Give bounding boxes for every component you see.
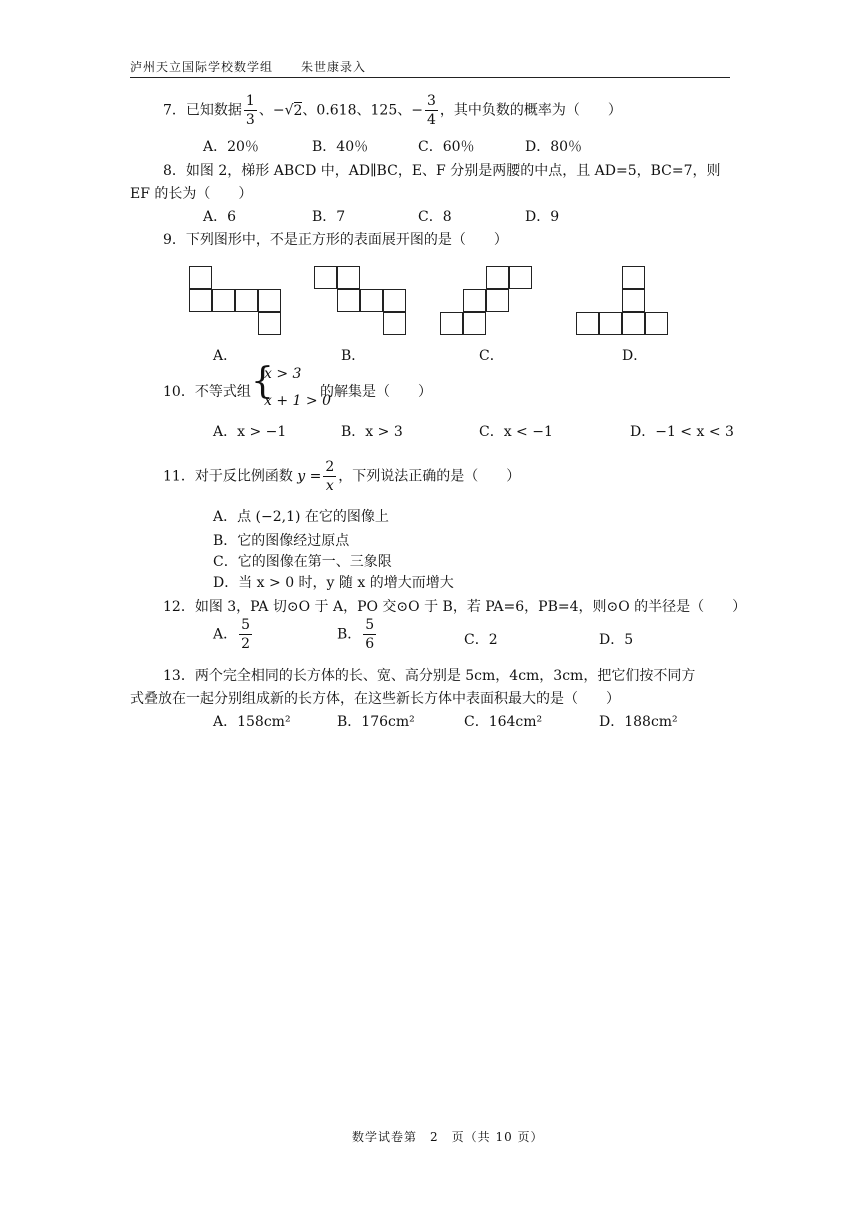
q13-option-b: B．176cm² bbox=[337, 714, 415, 730]
page-footer: 数学试卷第 2 页（共 10 页） bbox=[352, 1130, 544, 1144]
q11-number: 11．对于反比例函数 bbox=[163, 468, 298, 485]
q11-fd: x bbox=[325, 478, 334, 494]
q11-option-d: D．当 x > 0 时，y 随 x 的增大而增大 bbox=[213, 575, 454, 591]
header-school: 泸州天立国际学校数学组 bbox=[130, 60, 274, 74]
q13-option-a: A．158cm² bbox=[213, 714, 291, 730]
q7-option-d: D．80％ bbox=[525, 139, 583, 155]
q7-mid: 、0.618、125、− bbox=[302, 102, 423, 119]
question-11 bbox=[163, 460, 520, 493]
q7-f1-num: 1 bbox=[245, 93, 255, 109]
q12-a-label: A． bbox=[213, 626, 238, 643]
q12-a-frac bbox=[239, 618, 252, 651]
q12-option-a bbox=[213, 618, 254, 651]
q12-b-frac bbox=[363, 618, 376, 651]
q12-option-c: C．2 bbox=[464, 632, 498, 648]
page-header bbox=[130, 58, 366, 75]
q7-radicand: 2 bbox=[293, 102, 303, 119]
q13-option-d: D．188cm² bbox=[599, 714, 678, 730]
q7-lead: 已知数据 bbox=[185, 102, 242, 119]
q7-f2-num: 3 bbox=[426, 93, 436, 109]
q7-sqrt: √ bbox=[284, 102, 294, 119]
q11-fraction bbox=[323, 460, 336, 493]
q11-tail: ，下列说法正确的是（ ） bbox=[338, 468, 521, 485]
q7-option-b: B．40％ bbox=[312, 139, 369, 155]
q10-brace: { bbox=[251, 361, 274, 402]
q9-label-d: D． bbox=[622, 348, 648, 364]
q12-b-num: 5 bbox=[365, 617, 375, 633]
q7-sep: 、 bbox=[258, 102, 273, 119]
q10-option-c: C．x < −1 bbox=[479, 424, 553, 440]
q12-a-num: 5 bbox=[241, 617, 251, 633]
q11-option-a: A．点 (−2,1) 在它的图像上 bbox=[213, 509, 389, 525]
q11-option-b: B．它的图像经过原点 bbox=[213, 533, 350, 549]
q10-tail: 的解集是（ ） bbox=[320, 384, 432, 400]
q13-line-2: 式叠放在一起分别组成新的长方体，在这些新长方体中表面积最大的是（ ） bbox=[130, 691, 620, 707]
q13-line-1: 13．两个完全相同的长方体的长、宽、高分别是 5cm，4cm，3cm，把它们按不同方 bbox=[163, 668, 696, 684]
q7-option-c: C．60％ bbox=[418, 139, 475, 155]
q7-number: 7． bbox=[163, 102, 186, 119]
q8-line-2: EF 的长为（ ） bbox=[130, 186, 253, 202]
q10-row-2: x + 1 > 0 bbox=[264, 393, 331, 409]
q8-line-1: 8．如图 2，梯形 ABCD 中，AD∥BC，E、F 分别是两腰的中点，且 AD=5，BC=7，则 bbox=[163, 163, 721, 179]
q12-b-label: B． bbox=[337, 626, 362, 643]
q9-label-a: A． bbox=[213, 348, 238, 364]
q10-option-d: D．−1 < x < 3 bbox=[630, 424, 734, 440]
q12-text: 12．如图 3，PA 切⊙O 于 A，PO 交⊙O 于 B，若 PA=6，PB=4，则⊙O 的半径是（ ） bbox=[163, 599, 747, 615]
q10-num: 10．不等式组 bbox=[163, 384, 251, 400]
q7-neg: − bbox=[272, 102, 285, 119]
question-7 bbox=[163, 94, 622, 127]
q9-label-c: C． bbox=[479, 348, 504, 364]
q8-option-d: D．9 bbox=[525, 209, 560, 225]
q12-a-den: 2 bbox=[241, 636, 251, 652]
header-rule bbox=[130, 77, 730, 78]
header-author: 朱世康录入 bbox=[301, 60, 367, 74]
q7-f2-den: 4 bbox=[426, 112, 436, 128]
q7-tail: ，其中负数的概率为（ ） bbox=[439, 102, 622, 119]
q10-option-a: A．x > −1 bbox=[213, 424, 287, 440]
q12-b-den: 6 bbox=[365, 636, 375, 652]
q11-fn: 2 bbox=[325, 459, 335, 475]
q9-text: 9．下列图形中，不是正方形的表面展开图的是（ ） bbox=[163, 232, 508, 248]
q7-fraction-2 bbox=[425, 94, 438, 127]
q9-label-b: B． bbox=[341, 348, 366, 364]
q11-lhs: y = bbox=[297, 468, 322, 485]
q7-option-a: A．20％ bbox=[203, 139, 259, 155]
q12-option-b bbox=[337, 618, 378, 651]
q12-option-d: D．5 bbox=[599, 632, 634, 648]
q8-option-c: C．8 bbox=[418, 209, 452, 225]
q11-option-c: C．它的图像在第一、三象限 bbox=[213, 554, 392, 570]
q10-option-b: B．x > 3 bbox=[341, 424, 403, 440]
q8-option-a: A．6 bbox=[203, 209, 237, 225]
q8-option-b: B．7 bbox=[312, 209, 346, 225]
q13-option-c: C．164cm² bbox=[464, 714, 543, 730]
q10-row-1: x > 3 bbox=[264, 366, 302, 382]
q7-fraction-1 bbox=[244, 94, 257, 127]
q7-f1-den: 3 bbox=[245, 112, 255, 128]
